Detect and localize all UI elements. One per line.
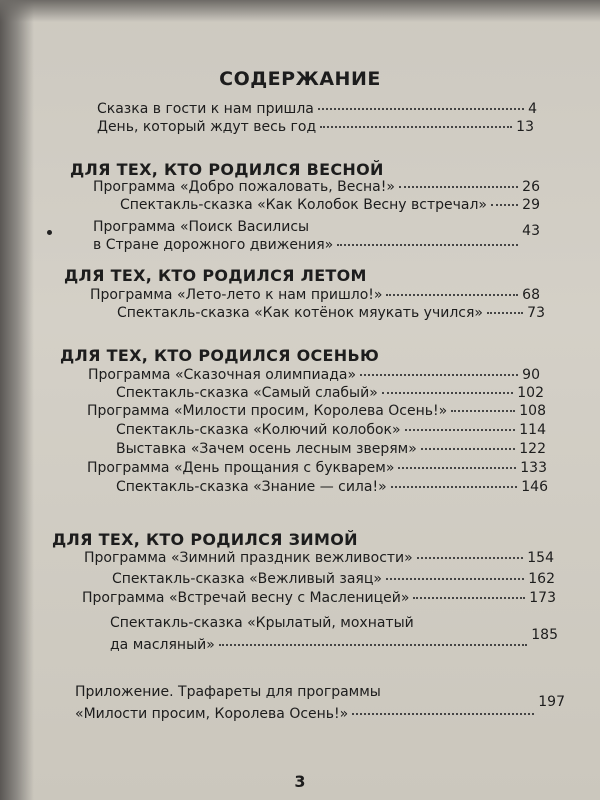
toc-entry [116, 478, 548, 496]
leader-dots [413, 597, 525, 599]
toc-entry [87, 459, 547, 477]
entry-page: 154 [527, 550, 554, 566]
leader-dots [320, 126, 512, 128]
leader-dots [451, 410, 515, 412]
entry-title: Спектакль-сказка «Самый слабый» [116, 385, 378, 401]
entry-title: Программа «Встречай весну с Масленицей» [82, 590, 410, 606]
leader-dots [318, 108, 524, 110]
entry-page: 133 [520, 460, 547, 476]
section-heading-autumn: ДЛЯ ТЕХ, КТО РОДИЛСЯ ОСЕНЬЮ [60, 346, 380, 365]
entry-page: 162 [528, 571, 555, 587]
entry-page: 43 [522, 223, 540, 239]
entry-page: 4 [528, 101, 537, 117]
entry-title: Спектакль-сказка «Вежливый заяц» [112, 571, 382, 587]
bullet-mark [47, 230, 52, 235]
entry-title-line1: Спектакль-сказка «Крылатый, мохнатый [110, 615, 414, 631]
entry-title-line1: Приложение. Трафареты для программы [75, 684, 381, 700]
entry-title: Спектакль-сказка «Знание — сила!» [116, 479, 387, 495]
leader-dots [337, 244, 518, 246]
entry-page: 122 [519, 441, 546, 457]
toc-entry [116, 440, 546, 458]
entry-title: День, который ждут весь год [97, 119, 317, 135]
leader-dots [421, 448, 515, 450]
entry-title-line2: да масляный» [110, 637, 215, 653]
toc-entry [97, 118, 534, 136]
leader-dots [405, 429, 516, 431]
entry-title: Программа «Милости просим, Королева Осень!» [87, 403, 448, 419]
entry-title-line1: Программа «Поиск Василисы [93, 219, 310, 235]
page-binding-shadow [0, 0, 34, 800]
entry-title: Выставка «Зачем осень лесным зверям» [116, 441, 417, 457]
leader-dots [352, 713, 534, 715]
entry-title-line2: «Милости просим, Королева Осень!» [75, 706, 349, 722]
toc-entry [82, 589, 556, 607]
page-number: 3 [294, 772, 306, 791]
toc-entry [90, 286, 540, 304]
toc-title: СОДЕРЖАНИЕ [219, 68, 381, 90]
leader-dots [398, 467, 516, 469]
entry-page: 90 [522, 367, 540, 383]
toc-entry [112, 570, 555, 588]
section-heading-spring: ДЛЯ ТЕХ, КТО РОДИЛСЯ ВЕСНОЙ [70, 160, 384, 179]
leader-dots [386, 578, 524, 580]
toc-entry [84, 549, 554, 567]
leader-dots [386, 294, 518, 296]
entry-page: 197 [538, 694, 565, 710]
toc-entry-multiline [110, 614, 558, 654]
leader-dots [391, 486, 518, 488]
entry-title: Программа «Добро пожаловать, Весна!» [93, 179, 395, 195]
entry-title: Программа «День прощания с букварем» [87, 460, 395, 476]
entry-page: 29 [522, 197, 540, 213]
entry-page: 108 [519, 403, 546, 419]
section-heading-summer: ДЛЯ ТЕХ, КТО РОДИЛСЯ ЛЕТОМ [64, 266, 367, 285]
entry-title: Программа «Зимний праздник вежливости» [84, 550, 413, 566]
toc-entry [116, 384, 544, 402]
entry-title: Сказка в гости к нам пришла [97, 101, 314, 117]
section-heading-winter: ДЛЯ ТЕХ, КТО РОДИЛСЯ ЗИМОЙ [52, 530, 358, 549]
leader-dots [382, 392, 514, 394]
entry-title: Спектакль-сказка «Как котёнок мяукать учился» [117, 305, 483, 321]
entry-page: 26 [522, 179, 540, 195]
leader-dots [491, 204, 518, 206]
entry-page: 13 [516, 119, 534, 135]
entry-page: 114 [519, 422, 546, 438]
entry-title: Программа «Сказочная олимпиада» [88, 367, 357, 383]
toc-entry-appendix [75, 683, 565, 723]
toc-entry [97, 100, 537, 118]
entry-page: 173 [529, 590, 556, 606]
leader-dots [219, 644, 527, 646]
toc-entry [88, 366, 540, 384]
toc-entry [116, 421, 546, 439]
entry-page: 146 [521, 479, 548, 495]
toc-entry [120, 196, 540, 214]
page-top-shadow [0, 0, 600, 22]
entry-title: Программа «Лето-лето к нам пришло!» [90, 287, 383, 303]
toc-entry [93, 178, 540, 196]
entry-title-line2: в Стране дорожного движения» [93, 237, 334, 253]
entry-page: 73 [527, 305, 545, 321]
entry-page: 68 [522, 287, 540, 303]
toc-entry [117, 304, 545, 322]
leader-dots [399, 186, 518, 188]
entry-title: Спектакль-сказка «Как Колобок Весну встречал» [120, 197, 487, 213]
entry-title: Спектакль-сказка «Колючий колобок» [116, 422, 401, 438]
toc-entry [87, 402, 546, 420]
entry-page: 185 [531, 627, 558, 643]
entry-page: 102 [517, 385, 544, 401]
leader-dots [487, 312, 523, 314]
leader-dots [360, 374, 518, 376]
leader-dots [417, 557, 524, 559]
toc-entry-multiline [93, 218, 540, 254]
